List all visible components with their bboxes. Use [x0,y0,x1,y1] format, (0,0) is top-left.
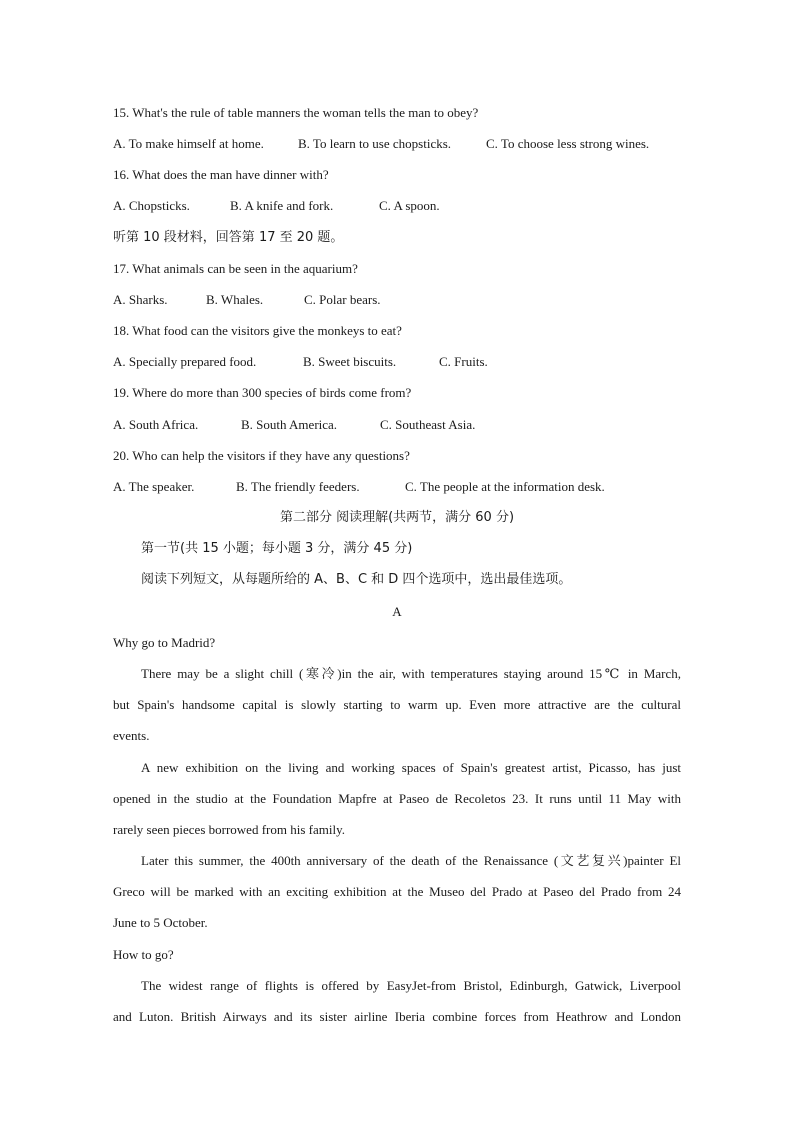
q17-option-a: A. Sharks. [113,292,168,307]
section-one-title: 第一节(共 15 小题；每小题 3 分，满分 45 分) [141,541,413,556]
paragraph-2-line: opened in the studio at the Foundation Mapfre at Paseo de Recoletos 23. It runs until 11 May with [113,791,681,806]
passage-label: A [392,604,402,619]
question-16: 16. What does the man have dinner with? [113,167,329,182]
q15-option-b: B. To learn to use chopsticks. [298,136,452,151]
question-18: 18. What food can the visitors give the monkeys to eat? [113,323,402,338]
q17-option-c: C. Polar bears. [304,292,381,307]
q15-option-c: C. To choose less strong wines. [486,136,650,151]
q20-option-a: A. The speaker. [113,479,195,494]
paragraph-3 [113,845,681,938]
q15-option-a: A. To make himself at home. [113,136,264,151]
q20-option-c: C. The people at the information desk. [405,479,605,494]
part-two-title: 第二部分 阅读理解(共两节，满分 60 分) [279,510,515,525]
instruction-material-10: 听第 10 段材料，回答第 17 至 20 题。 [113,230,344,245]
q18-option-b: B. Sweet biscuits. [303,354,397,369]
paragraph-1-line: events. [113,728,150,743]
paragraph-3-line: Greco will be marked with an exciting exhibition at the Museo del Prado at Paseo del Prado from 24 [113,884,681,899]
q16-option-c: C. A spoon. [379,198,440,213]
paragraph-4-line: The widest range of flights is offered by EasyJet-from Bristol, Edinburgh, Gatwick, Liverpool [141,978,681,993]
paragraph-4-line: and Luton. British Airways and its sister airline Iberia combine forces from Heathrow and London [113,1009,681,1024]
q20-option-b: B. The friendly feeders. [236,479,360,494]
paragraph-1-line: There may be a slight chill (寒冷)in the air, with temperatures staying around 15℃ in March, [141,666,681,681]
question-17: 17. What animals can be seen in the aquarium? [113,261,358,276]
paragraph-1 [113,658,681,751]
paragraph-2 [113,752,681,845]
question-19: 19. Where do more than 300 species of birds come from? [113,385,412,400]
q18-option-a: A. Specially prepared food. [113,354,257,369]
q19-option-b: B. South America. [241,417,338,432]
heading-why-madrid: Why go to Madrid? [113,635,216,650]
paragraph-2-line: rarely seen pieces borrowed from his family. [113,822,345,837]
paragraph-4 [113,970,681,1032]
q19-option-a: A. South Africa. [113,417,199,432]
q18-option-c: C. Fruits. [439,354,488,369]
question-15: 15. What's the rule of table manners the woman tells the man to obey? [113,105,479,120]
paragraph-1-line: but Spain's handsome capital is slowly starting to warm up. Even more attractive are the cultural [113,697,681,712]
q19-option-c: C. Southeast Asia. [380,417,476,432]
q17-option-b: B. Whales. [206,292,264,307]
heading-how-to-go: How to go? [113,947,174,962]
question-20: 20. Who can help the visitors if they have any questions? [113,448,410,463]
paragraph-2-line: A new exhibition on the living and working spaces of Spain's greatest artist, Picasso, has just [141,760,681,775]
q16-option-b: B. A knife and fork. [230,198,334,213]
paragraph-3-line: June to 5 October. [113,915,208,930]
section-one-instruction: 阅读下列短文，从每题所给的 A、B、C 和 D 四个选项中，选出最佳选项。 [141,572,572,587]
q16-option-a: A. Chopsticks. [113,198,190,213]
paragraph-3-line: Later this summer, the 400th anniversary of the death of the Renaissance (文艺复兴)painter El [141,853,681,868]
